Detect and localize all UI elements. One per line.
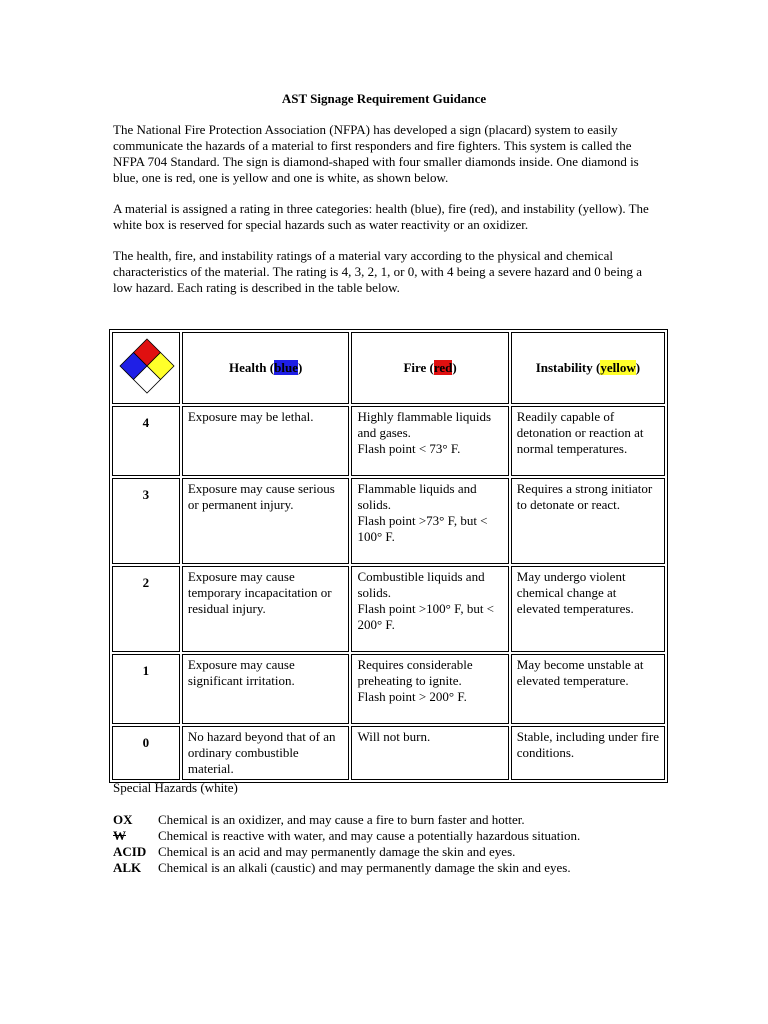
ratings-paragraph: The health, fire, and instability ratings of a material vary according to the physical and chemical characteristics of the material. The rating is 4, 3, 2, 1, or 0, with 4 being a severe hazard and 0 being a low hazard. Each rating is described in the table below. — [113, 248, 642, 295]
table-row — [112, 654, 665, 724]
fire-cell: Highly flammable liquids and gases. Flash point < 73° F. — [351, 406, 508, 476]
fire-cell: Combustible liquids and solids. Flash point >100° F, but < 200° F. — [351, 566, 508, 652]
hazard-rating-table — [109, 329, 668, 783]
instability-cell: Stable, including under fire conditions. — [511, 726, 665, 780]
list-item — [113, 844, 580, 860]
rating-cell: 3 — [112, 478, 180, 564]
fire-cell: Requires considerable preheating to ignite. Flash point > 200° F. — [351, 654, 508, 724]
rating-cell: 0 — [112, 726, 180, 780]
health-cell: Exposure may cause temporary incapacitation or residual injury. — [182, 566, 350, 652]
instability-cell: May undergo violent chemical change at elevated temperatures. — [511, 566, 665, 652]
fire-color-label: red — [433, 360, 453, 375]
hazard-code: ALK — [113, 860, 142, 875]
special-hazards-list — [113, 812, 580, 876]
hazard-description: Chemical is an alkali (caustic) and may permanently damage the skin and eyes. — [158, 860, 571, 875]
table-row — [112, 406, 665, 476]
instability-color-label: yellow — [600, 360, 636, 375]
diamond-cell — [112, 332, 180, 404]
health-header: Health (blue) — [182, 332, 350, 404]
instability-cell: Readily capable of detonation or reaction at normal temperatures. — [511, 406, 665, 476]
intro-paragraph: The National Fire Protection Association (NFPA) has developed a sign (placard) system to easily communicate the hazards of a material to first responders and fire fighters. This system is called the NFPA 704 Standard. The sign is diamond-shaped with four smaller diamonds inside. One diamond is blue, one is red, one is yellow and one is white, as shown below. — [113, 122, 639, 185]
fire-cell: Flammable liquids and solids. Flash point >73° F, but < 100° F. — [351, 478, 508, 564]
table-row — [112, 726, 665, 780]
table-header-row — [112, 332, 665, 404]
categories-paragraph: A material is assigned a rating in three categories: health (blue), fire (red), and instability (yellow). The white box is reserved for special hazards such as water reactivity or an oxidizer. — [113, 201, 649, 232]
rating-cell: 1 — [112, 654, 180, 724]
table-row — [112, 478, 665, 564]
rating-cell: 4 — [112, 406, 180, 476]
hazard-code: ACID — [113, 844, 147, 859]
rating-cell: 2 — [112, 566, 180, 652]
table-row — [112, 566, 665, 652]
nfpa-704-diamond-icon — [118, 337, 176, 395]
health-cell: Exposure may be lethal. — [182, 406, 350, 476]
instability-cell: May become unstable at elevated temperature. — [511, 654, 665, 724]
instability-header: Instability (yellow) — [511, 332, 665, 404]
health-cell: Exposure may cause significant irritation. — [182, 654, 350, 724]
hazard-code: W — [113, 828, 126, 843]
hazard-code: OX — [113, 812, 133, 827]
list-item — [113, 860, 580, 876]
page-title: AST Signage Requirement Guidance — [281, 91, 487, 106]
fire-cell: Will not burn. — [351, 726, 508, 780]
special-hazards-title: Special Hazards (white) — [113, 780, 238, 795]
list-item — [113, 828, 580, 844]
fire-header: Fire (red) — [351, 332, 508, 404]
health-cell: Exposure may cause serious or permanent injury. — [182, 478, 350, 564]
hazard-description: Chemical is reactive with water, and may cause a potentially hazardous situation. — [158, 828, 581, 843]
instability-cell: Requires a strong initiator to detonate or react. — [511, 478, 665, 564]
list-item — [113, 812, 580, 828]
hazard-description: Chemical is an oxidizer, and may cause a fire to burn faster and hotter. — [158, 812, 525, 827]
health-color-label: blue — [274, 360, 298, 375]
health-cell: No hazard beyond that of an ordinary combustible material. — [182, 726, 350, 780]
hazard-description: Chemical is an acid and may permanently damage the skin and eyes. — [158, 844, 516, 859]
